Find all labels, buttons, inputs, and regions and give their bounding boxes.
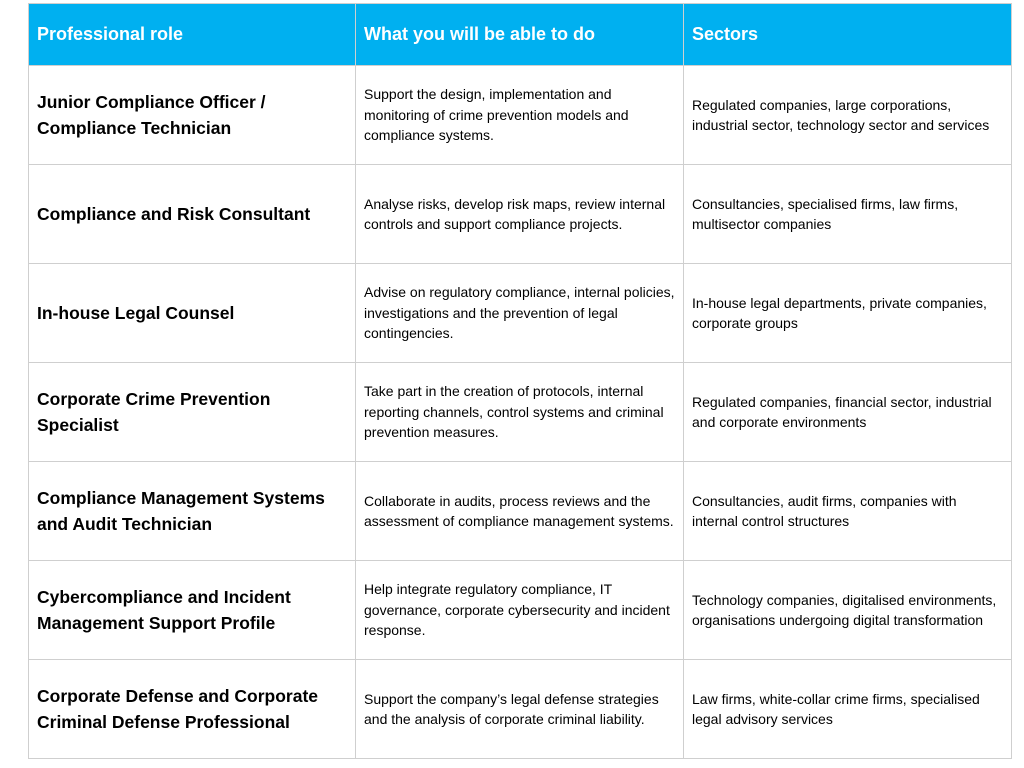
career-table-container — [28, 3, 1011, 759]
table-row — [29, 264, 1012, 363]
sectors-cell: In-house legal departments, private companies, corporate groups — [684, 264, 1012, 363]
activities-cell: Analyse risks, develop risk maps, review internal controls and support compliance projects. — [356, 165, 684, 264]
role-cell: Corporate Crime Prevention Specialist — [29, 363, 356, 462]
role-cell: Corporate Defense and Corporate Criminal Defense Professional — [29, 660, 356, 759]
header-professional-role: Professional role — [29, 4, 356, 66]
sectors-cell: Consultancies, audit firms, companies with internal control structures — [684, 462, 1012, 561]
header-what-you-will-do: What you will be able to do — [356, 4, 684, 66]
table-header-row — [29, 4, 1012, 66]
sectors-cell: Regulated companies, financial sector, industrial and corporate environments — [684, 363, 1012, 462]
table-row — [29, 66, 1012, 165]
sectors-cell: Technology companies, digitalised environments, organisations undergoing digital transformation — [684, 561, 1012, 660]
career-table — [28, 3, 1012, 759]
table-row — [29, 660, 1012, 759]
table-row — [29, 363, 1012, 462]
role-cell: Junior Compliance Officer / Compliance Technician — [29, 66, 356, 165]
sectors-cell: Regulated companies, large corporations, industrial sector, technology sector and services — [684, 66, 1012, 165]
activities-cell: Take part in the creation of protocols, internal reporting channels, control systems and criminal prevention measures. — [356, 363, 684, 462]
activities-cell: Advise on regulatory compliance, internal policies, investigations and the prevention of legal contingencies. — [356, 264, 684, 363]
header-sectors: Sectors — [684, 4, 1012, 66]
role-cell: In-house Legal Counsel — [29, 264, 356, 363]
table-row — [29, 462, 1012, 561]
sectors-cell: Consultancies, specialised firms, law firms, multisector companies — [684, 165, 1012, 264]
activities-cell: Collaborate in audits, process reviews and the assessment of compliance management systems. — [356, 462, 684, 561]
activities-cell: Support the design, implementation and monitoring of crime prevention models and compliance systems. — [356, 66, 684, 165]
table-row — [29, 561, 1012, 660]
activities-cell: Support the company’s legal defense strategies and the analysis of corporate criminal liability. — [356, 660, 684, 759]
role-cell: Compliance Management Systems and Audit Technician — [29, 462, 356, 561]
activities-cell: Help integrate regulatory compliance, IT governance, corporate cybersecurity and incident response. — [356, 561, 684, 660]
role-cell: Compliance and Risk Consultant — [29, 165, 356, 264]
table-row — [29, 165, 1012, 264]
role-cell: Cybercompliance and Incident Management Support Profile — [29, 561, 356, 660]
sectors-cell: Law firms, white-collar crime firms, specialised legal advisory services — [684, 660, 1012, 759]
